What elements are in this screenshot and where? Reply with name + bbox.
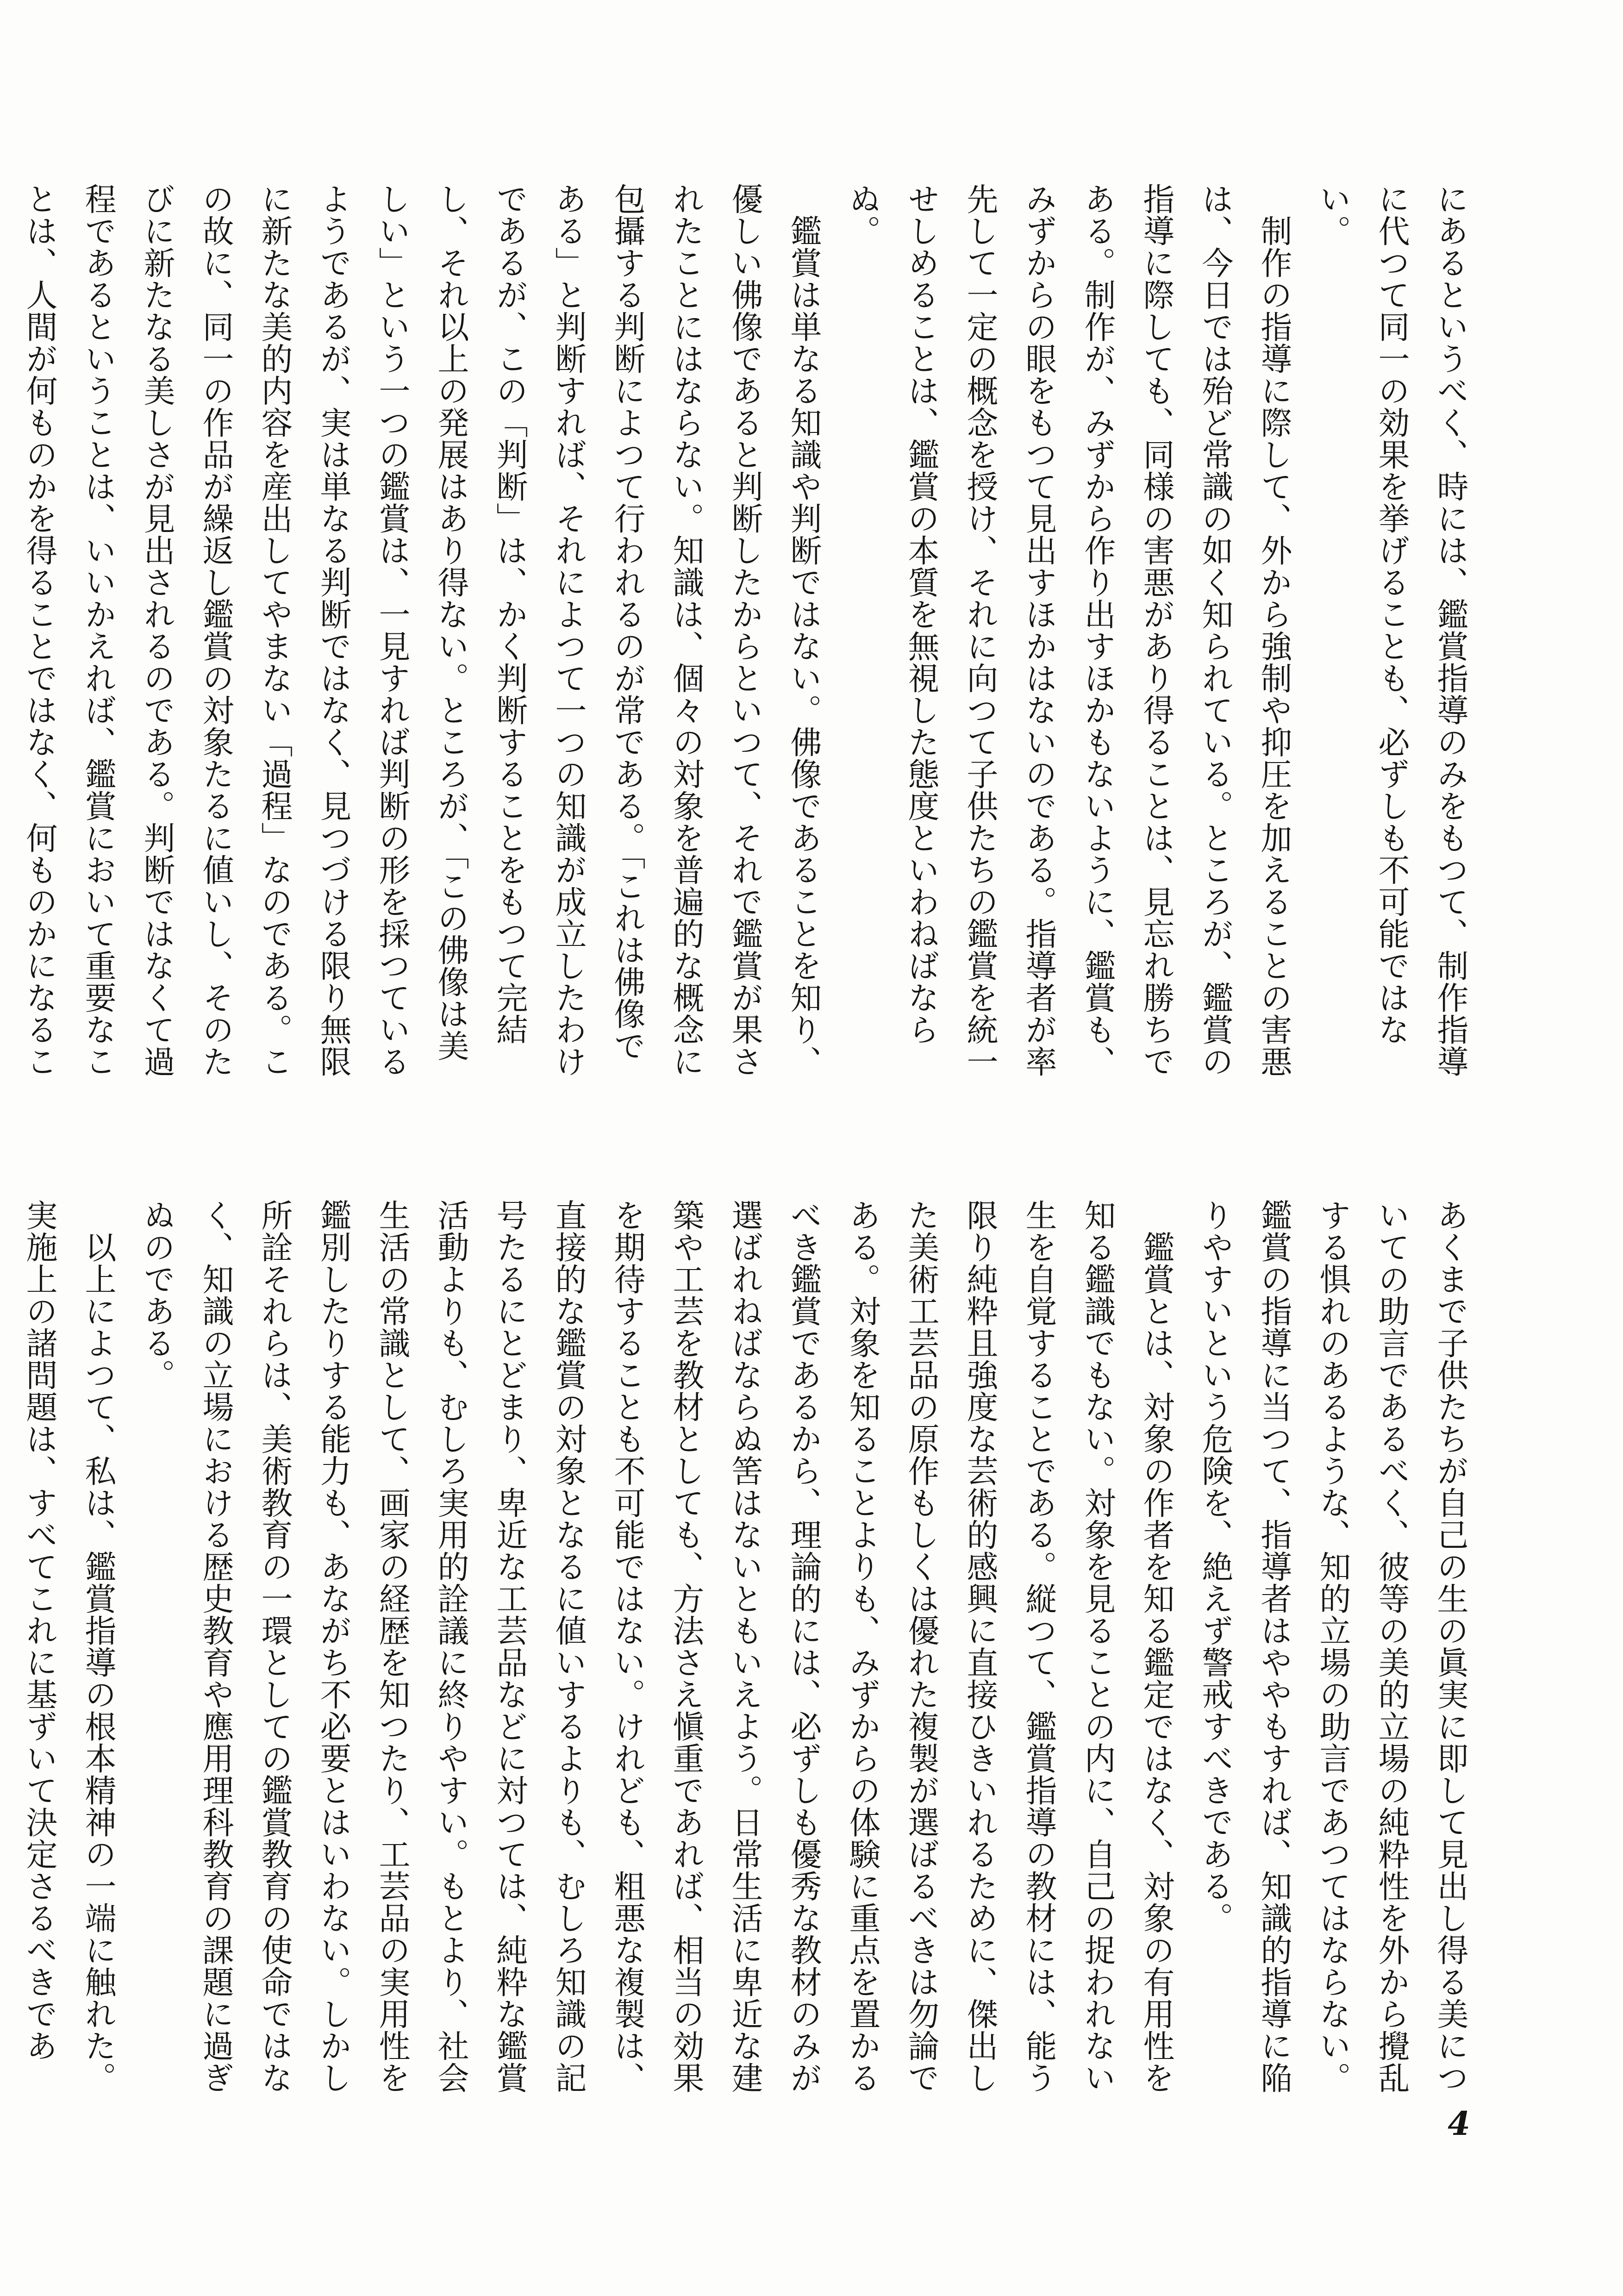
paragraph: あくまで子供たちが自己の生の眞実に即して見出し得る美についての助言であるべく、彼等の美的立場の純粋性を外から攪乱する惧れのあるような、知的立場の助言であつてはならない。鑑賞の指導に当つて、指導者はややもすれば、知識的指導に陥りやすいという危険を、絶えず警戒すべきである。 (1197, 1199, 1468, 2094)
text-block-top (21, 183, 1479, 1086)
paragraph: にあるというべく、時には、鑑賞指導のみをもつて、制作指導に代つて同一の効果を挙げることも、必ずしも不可能ではない。 (1314, 183, 1468, 1077)
page-number: 4 (1448, 2104, 1470, 2143)
paragraph: 制作の指導に際して、外から強制や抑圧を加えることの害悪は、今日では殆ど常識の如く知られている。ところが、鑑賞の指導に際しても、同様の害悪があり得ることは、見忘れ勝ちである。制作が、みずから作り出すほかもないように、鑑賞も、みずからの眼をもつて見出すほかはないのである。指導者が率先して一定の概念を授け、それに向つて子供たちの鑑賞を統一せしめることは、鑑賞の本質を無視した態度といわねばならぬ。 (844, 183, 1292, 1077)
paragraph: 以上によつて、私は、鑑賞指導の根本精神の一端に触れた。実施上の諸問題は、すべてこれに基ずいて決定さるべきであ (21, 1199, 116, 2094)
text-block-bottom (21, 1199, 1479, 2102)
paragraph: 鑑賞とは、対象の作者を知る鑑定ではなく、対象の有用性を知る鑑識でもない。対象を見ることの内に、自己の捉われない生を自覚することである。縦つて、鑑賞指導の教材には、能う限り純粋且強度な芸術的感興に直接ひきいれるために、傑出した美術工芸品の原作もしくは優れた複製が選ばるべきは勿論である。対象を知ることよりも、みずからの体験に重点を置かるべき鑑賞であるから、理論的には、必ずしも優秀な教材のみが選ばれねばならぬ筈はないともいえよう。日常生活に卑近な建築や工芸を教材としても、方法さえ愼重であれば、相当の効果を期待することも不可能ではない。けれども、粗悪な複製は、直接的な鑑賞の対象となるに値いするよりも、むしろ知識の記号たるにとどまり、卑近な工芸品などに対つては、純粋な鑑賞活動よりも、むしろ実用的詮議に終りやすい。もとより、社会生活の常識として、画家の経歴を知つたり、工芸品の実用性を鑑別したりする能力も、あながち不必要とはいわない。しかし所詮それらは、美術教育の一環としての鑑賞教育の使命ではなく、知識の立場における歴史教育や應用理科教育の課題に過ぎぬのである。 (138, 1199, 1174, 2094)
paragraph: 鑑賞は単なる知識や判断ではない。佛像であることを知り、優しい佛像であると判断したからといつて、それで鑑賞が果されたことにはならない。知識は、個々の対象を普遍的な概念に包攝する判断によつて行われるのが常である。「これは佛像である」と判断すれば、それによつて一つの知識が成立したわけであるが、この「判断」は、かく判断することをもつて完結し、それ以上の発展はあり得ない。ところが、「この佛像は美しい」という一つの鑑賞は、一見すれば判断の形を採つているようであるが、実は単なる判断ではなく、見つづける限り無限に新たな美的内容を産出してやまない「過程」なのである。この故に、同一の作品が繰返し鑑賞の対象たるに値いし、そのたびに新たなる美しさが見出されるのである。判断ではなくて過程であるということは、いいかえれば、鑑賞において重要なことは、人間が何ものかを得ることではなく、何ものかになるこ (21, 183, 822, 1077)
